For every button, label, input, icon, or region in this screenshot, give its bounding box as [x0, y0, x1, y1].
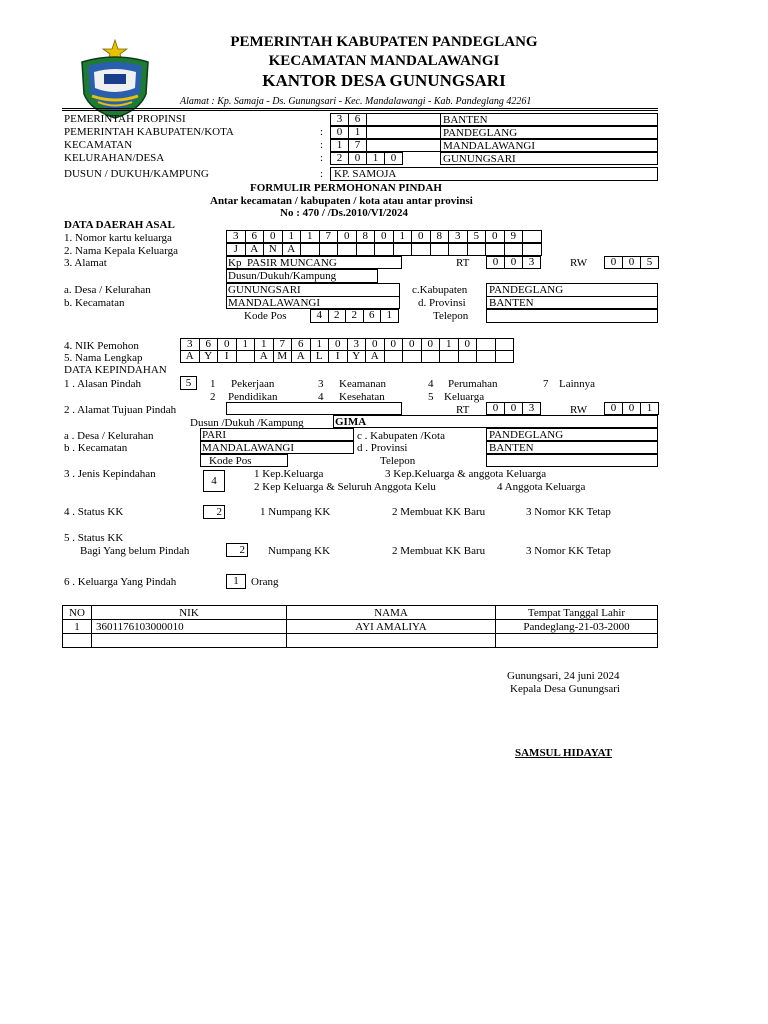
alamat-field [226, 256, 402, 269]
cell-empty [92, 634, 287, 648]
status5-opt1: Numpang KK [268, 545, 331, 557]
sign-title: Kepala Desa Gunungsari [510, 683, 620, 695]
jenis-opt3: 3 Kep.Keluarga & anggota Keluarga [385, 468, 547, 480]
nama-letters-cell: M [273, 350, 293, 363]
kk-digits-cell: 5 [467, 230, 487, 243]
header-line1: PEMERINTAH KABUPATEN PANDEGLANG [230, 34, 538, 50]
alasan-value: 5 [185, 377, 192, 389]
form-title: FORMULIR PERMOHONAN PINDAH [250, 182, 442, 194]
asal-kodepos-cell: 4 [310, 309, 329, 323]
region-value: PANDEGLANG [443, 127, 518, 139]
keluarga-unit: Orang [251, 576, 279, 588]
asal-prov-label: d. Provinsi [418, 297, 466, 309]
keluarga-label: 6 . Keluarga Yang Pindah [64, 576, 177, 588]
header-rule [62, 108, 658, 111]
keluarga-box [226, 574, 246, 589]
tujuan-kodepos-label: Kode Pos [209, 455, 252, 467]
cell-empty [287, 634, 496, 648]
alasan-opt2-num: 2 [210, 391, 216, 403]
asal-rw-label: RW [570, 257, 588, 269]
tujuan-kodepos-field [200, 454, 288, 467]
tujuan-telepon-label: Telepon [380, 455, 416, 467]
kk-digits-cell: 0 [374, 230, 394, 243]
tujuan-alamat-field [226, 402, 402, 415]
alasan-opt1-num: 1 [210, 378, 216, 390]
tujuan-rt-cell: 3 [522, 402, 541, 415]
kepala-letters-cell: A [245, 243, 265, 256]
nama-letters-cell: A [254, 350, 274, 363]
alasan-opt4-num: 4 [318, 391, 324, 403]
tujuan-rw-cell: 0 [622, 402, 641, 415]
status-value: 2 [216, 506, 222, 518]
jenis-opt1: 1 Kep.Keluarga [254, 468, 324, 480]
kk-digits-cell: 6 [245, 230, 265, 243]
kk-digits-cell: 0 [411, 230, 431, 243]
nama-letters-cell [236, 350, 256, 363]
region-label: KELURAHAN/DESA [64, 152, 165, 164]
region-label: KECAMATAN [64, 139, 133, 151]
asal-kec-value: MANDALAWANGI [228, 297, 320, 309]
nik-digits-cell: 6 [199, 338, 219, 351]
nama-letters-cell: I [217, 350, 237, 363]
sign-place-date: Gunungsari, 24 juni 2024 [507, 670, 620, 682]
nik-digits-cell: 1 [310, 338, 330, 351]
col-nama: NAMA [287, 606, 496, 620]
jenis-label: 3 . Jenis Kepindahan [64, 468, 156, 480]
alasan-opt6: Keluarga [444, 391, 485, 403]
nama-letters-cell: Y [199, 350, 219, 363]
table-row [63, 634, 658, 648]
nama-letters-cell [421, 350, 441, 363]
asal-desa-label: a. Desa / Kelurahan [64, 284, 151, 296]
kepala-letters-cell: A [282, 243, 302, 256]
asal-telepon-field [486, 309, 658, 323]
nama-letters-cell: I [328, 350, 348, 363]
nama-letters-cell [476, 350, 496, 363]
kk-digits-cell: 7 [319, 230, 339, 243]
status5-sub: Bagi Yang belum Pindah [80, 545, 190, 557]
alamat-label: 3. Alamat [64, 257, 107, 269]
region-code-spacer [366, 113, 441, 126]
tujuan-rw-cell: 1 [640, 402, 659, 415]
alasan-opt7: Lainnya [559, 378, 596, 390]
tujuan-rt-cell: 0 [486, 402, 505, 415]
kepala-letters-cell [430, 243, 450, 256]
form-subtitle: Antar kecamatan / kabupaten / kota atau antar provinsi [210, 195, 473, 207]
status-opt3: 3 Nomor KK Tetap [526, 506, 611, 518]
dusun-colon: : [320, 168, 324, 180]
form-number: No : 470 / /Ds.2010/VI/2024 [280, 207, 409, 219]
region-code-spacer [366, 126, 441, 139]
nik-digits-cell: 6 [291, 338, 311, 351]
alasan-opt3-num: 3 [318, 378, 324, 390]
status-opt2: 2 Membuat KK Baru [392, 506, 486, 518]
nik-digits-cell: 0 [328, 338, 348, 351]
kk-digits-cell: 3 [226, 230, 246, 243]
asal-dusun-field [226, 269, 378, 283]
dusun-value-field [330, 167, 658, 181]
kepala-letters-cell [411, 243, 431, 256]
tujuan-rw-label: RW [570, 404, 588, 416]
kk-digits-cell: 8 [430, 230, 450, 243]
region-code-cell: 0 [348, 152, 367, 165]
jenis-box [203, 470, 225, 492]
status5-opt2: 2 Membuat KK Baru [392, 545, 486, 557]
asal-prov-field [486, 296, 658, 309]
kk-digits-cell: 3 [448, 230, 468, 243]
asal-rt-cell: 0 [504, 256, 523, 269]
asal-kodepos-label: Kode Pos [244, 310, 287, 322]
nama-letters-cell [402, 350, 422, 363]
asal-rt-cell: 0 [486, 256, 505, 269]
tujuan-rt-cell: 0 [504, 402, 523, 415]
col-nik: NIK [92, 606, 287, 620]
tujuan-kec-value: MANDALAWANGI [202, 442, 294, 454]
nik-digits-cell: 1 [236, 338, 256, 351]
asal-kec-label: b. Kecamatan [64, 297, 125, 309]
tujuan-kec-label: b . Kecamatan [64, 442, 128, 454]
tujuan-desa-label: a . Desa / Kelurahan [64, 430, 154, 442]
nik-digits-cell: 0 [402, 338, 422, 351]
asal-rt-label: RT [456, 257, 470, 269]
region-label: PEMERINTAH KABUPATEN/KOTA [64, 126, 234, 138]
table-row [63, 620, 658, 634]
tujuan-label: 2 . Alamat Tujuan Pindah [64, 404, 177, 416]
kepala-letters-cell [319, 243, 339, 256]
tujuan-telepon-field [486, 454, 658, 467]
status5-opt3: 3 Nomor KK Tetap [526, 545, 611, 557]
nama-letters-cell: A [291, 350, 311, 363]
status-label: 4 . Status KK [64, 506, 124, 518]
asal-kab-field [486, 283, 658, 297]
nik-digits-cell: 0 [458, 338, 478, 351]
table-header-row [63, 606, 658, 620]
region-code-cell: 6 [348, 113, 367, 126]
asal-rw-cell: 0 [604, 256, 623, 269]
asal-rw-cell: 5 [640, 256, 659, 269]
kepala-letters-cell [504, 243, 524, 256]
kepala-label: 2. Nama Kepala Keluarga [64, 245, 179, 257]
tujuan-prov-value: BANTEN [489, 442, 534, 454]
cell-empty [63, 634, 92, 648]
tujuan-kab-field [486, 428, 658, 441]
header-address: Alamat : Kp. Samaja - Ds. Gunungsari - Kec. Mandalawangi - Kab. Pandeglang 42261 [180, 96, 532, 107]
region-code-cell: 1 [366, 152, 385, 165]
asal-kab-label: c.Kabupaten [412, 284, 468, 296]
status-box [203, 505, 225, 519]
asal-kab-value: PANDEGLANG [489, 284, 564, 296]
nik-digits-cell: 0 [384, 338, 404, 351]
status-opt1: 1 Numpang KK [260, 506, 331, 518]
asal-kodepos-cell: 6 [363, 309, 382, 323]
alasan-opt3: Keamanan [339, 378, 387, 390]
cell-nama: AYI AMALIYA [287, 620, 496, 634]
kepala-letters-cell [467, 243, 487, 256]
region-code-cell: 0 [384, 152, 403, 165]
region-value-field [440, 139, 658, 152]
asal-rw-cell: 0 [622, 256, 641, 269]
kk-digits-cell: 1 [282, 230, 302, 243]
col-no: NO [63, 606, 92, 620]
tujuan-kab-label: c . Kabupaten /Kota [357, 430, 445, 442]
tujuan-dusun-caption: Dusun /Dukuh /Kampung [190, 417, 304, 429]
alamat-value: PASIR MUNCANG [247, 257, 337, 269]
kk-digits-cell: 9 [504, 230, 524, 243]
asal-heading: DATA DAERAH ASAL [64, 219, 175, 231]
kepala-letters-cell: N [263, 243, 283, 256]
kk-digits-cell: 1 [300, 230, 320, 243]
asal-rt-cell: 3 [522, 256, 541, 269]
family-table [62, 605, 658, 648]
tujuan-dusun-value: GIMA [335, 416, 367, 428]
tujuan-rt-label: RT [456, 404, 470, 416]
header-line3: KANTOR DESA GUNUNGSARI [262, 71, 506, 90]
col-ttl: Tempat Tanggal Lahir [496, 606, 658, 620]
nik-digits-cell: 3 [347, 338, 367, 351]
cell-ttl: Pandeglang-21-03-2000 [496, 620, 658, 634]
kepala-letters-cell [374, 243, 394, 256]
asal-kodepos-cell: 2 [328, 309, 347, 323]
nik-digits-cell: 1 [254, 338, 274, 351]
region-code-cell: 1 [348, 126, 367, 139]
nama-letters-cell: Y [347, 350, 367, 363]
status5-box [226, 543, 248, 557]
keluarga-value: 1 [233, 575, 239, 587]
alasan-label: 1 . Alasan Pindah [64, 378, 141, 390]
asal-kodepos-cell: 2 [345, 309, 364, 323]
kepala-letters-cell [522, 243, 542, 256]
kk-digits-cell: 0 [337, 230, 357, 243]
alasan-opt7-num: 7 [543, 378, 549, 390]
region-colon: : [320, 126, 324, 138]
region-value: GUNUNGSARI [443, 153, 516, 165]
nik-digits-cell: 0 [421, 338, 441, 351]
tujuan-dusun-field [333, 415, 658, 428]
kepala-letters-cell [337, 243, 357, 256]
region-code-cell: 7 [348, 139, 367, 152]
region-value: MANDALAWANGI [443, 140, 535, 152]
asal-telepon-label: Telepon [433, 310, 469, 322]
region-colon: : [320, 152, 324, 164]
nama-letters-cell [458, 350, 478, 363]
kk-digits-cell: 1 [393, 230, 413, 243]
nama-letters-cell: A [365, 350, 385, 363]
region-label: PEMERINTAH PROPINSI [64, 113, 186, 125]
region-code-spacer [366, 139, 441, 152]
kepala-letters-cell: J [226, 243, 246, 256]
region-value-field [440, 126, 658, 139]
alasan-opt4: Kesehatan [339, 391, 385, 403]
region-colon: : [320, 139, 324, 151]
nik-label: 4. NIK Pemohon [64, 340, 139, 352]
tujuan-prov-field [486, 441, 658, 454]
jenis-value: 4 [211, 475, 217, 487]
header-line2: KECAMATAN MANDALAWANGI [268, 53, 500, 69]
jenis-opt2: 2 Kep Keluarga & Seluruh Anggota Kelu [254, 481, 436, 493]
region-code-cell: 3 [330, 113, 349, 126]
status5-label: 5 . Status KK [64, 532, 124, 544]
alamat-prefix: Kp [228, 257, 242, 269]
nama-letters-cell: L [310, 350, 330, 363]
region-value: BANTEN [443, 114, 488, 126]
region-code-cell: 0 [330, 126, 349, 139]
dusun-value: KP. SAMOJA [334, 168, 397, 180]
alasan-opt1: Pekerjaan [231, 378, 275, 390]
status5-value: 2 [239, 544, 245, 556]
tujuan-rw-cell: 0 [604, 402, 623, 415]
tujuan-desa-field [200, 428, 354, 441]
alasan-box [180, 376, 197, 390]
kk-digits-cell: 0 [485, 230, 505, 243]
asal-dusun-caption: Dusun/Dukuh/Kampung [228, 270, 337, 282]
tujuan-kab-value: PANDEGLANG [489, 429, 564, 441]
dusun-label: DUSUN / DUKUH/KAMPUNG [64, 168, 209, 180]
kepala-letters-cell [448, 243, 468, 256]
kk-digits-cell: 0 [263, 230, 283, 243]
nama-letters-cell [495, 350, 515, 363]
alasan-opt2: Pendidikan [228, 391, 278, 403]
tujuan-prov-label: d . Provinsi [357, 442, 408, 454]
pindah-heading: DATA KEPINDAHAN [64, 364, 167, 376]
region-value-field [440, 113, 658, 126]
region-code-cell: 1 [330, 139, 349, 152]
nik-digits-cell: 3 [180, 338, 200, 351]
kk-digits-cell [522, 230, 542, 243]
nama-letters-cell [384, 350, 404, 363]
kk-digits-cell: 8 [356, 230, 376, 243]
cell-empty [496, 634, 658, 648]
nik-digits-cell: 0 [217, 338, 237, 351]
tujuan-kec-field [200, 441, 354, 454]
nama-label: 5. Nama Lengkap [64, 352, 143, 364]
alasan-opt5: Perumahan [448, 378, 498, 390]
asal-kec-field [226, 296, 400, 309]
nik-digits-cell: 0 [365, 338, 385, 351]
region-code-cell: 2 [330, 152, 349, 165]
kepala-letters-cell [393, 243, 413, 256]
cell-nik: 3601176103000010 [92, 620, 287, 634]
alasan-opt5-num: 4 [428, 378, 434, 390]
sign-name: SAMSUL HIDAYAT [515, 747, 613, 759]
nik-digits-cell: 1 [439, 338, 459, 351]
tujuan-desa-value: PARI [202, 429, 227, 441]
kepala-letters-cell [485, 243, 505, 256]
jenis-opt4: 4 Anggota Keluarga [497, 481, 586, 493]
kk-label: 1. Nomor kartu keluarga [64, 232, 172, 244]
asal-kodepos-cell: 1 [380, 309, 399, 323]
nama-letters-cell: A [180, 350, 200, 363]
nama-letters-cell [439, 350, 459, 363]
asal-prov-value: BANTEN [489, 297, 534, 309]
asal-desa-field [226, 283, 400, 297]
nik-digits-cell: 7 [273, 338, 293, 351]
region-value-field [440, 152, 658, 165]
asal-desa-value: GUNUNGSARI [228, 284, 301, 296]
alasan-opt6-num: 5 [428, 391, 434, 403]
kepala-letters-cell [356, 243, 376, 256]
cell-no: 1 [63, 620, 92, 634]
kepala-letters-cell [300, 243, 320, 256]
